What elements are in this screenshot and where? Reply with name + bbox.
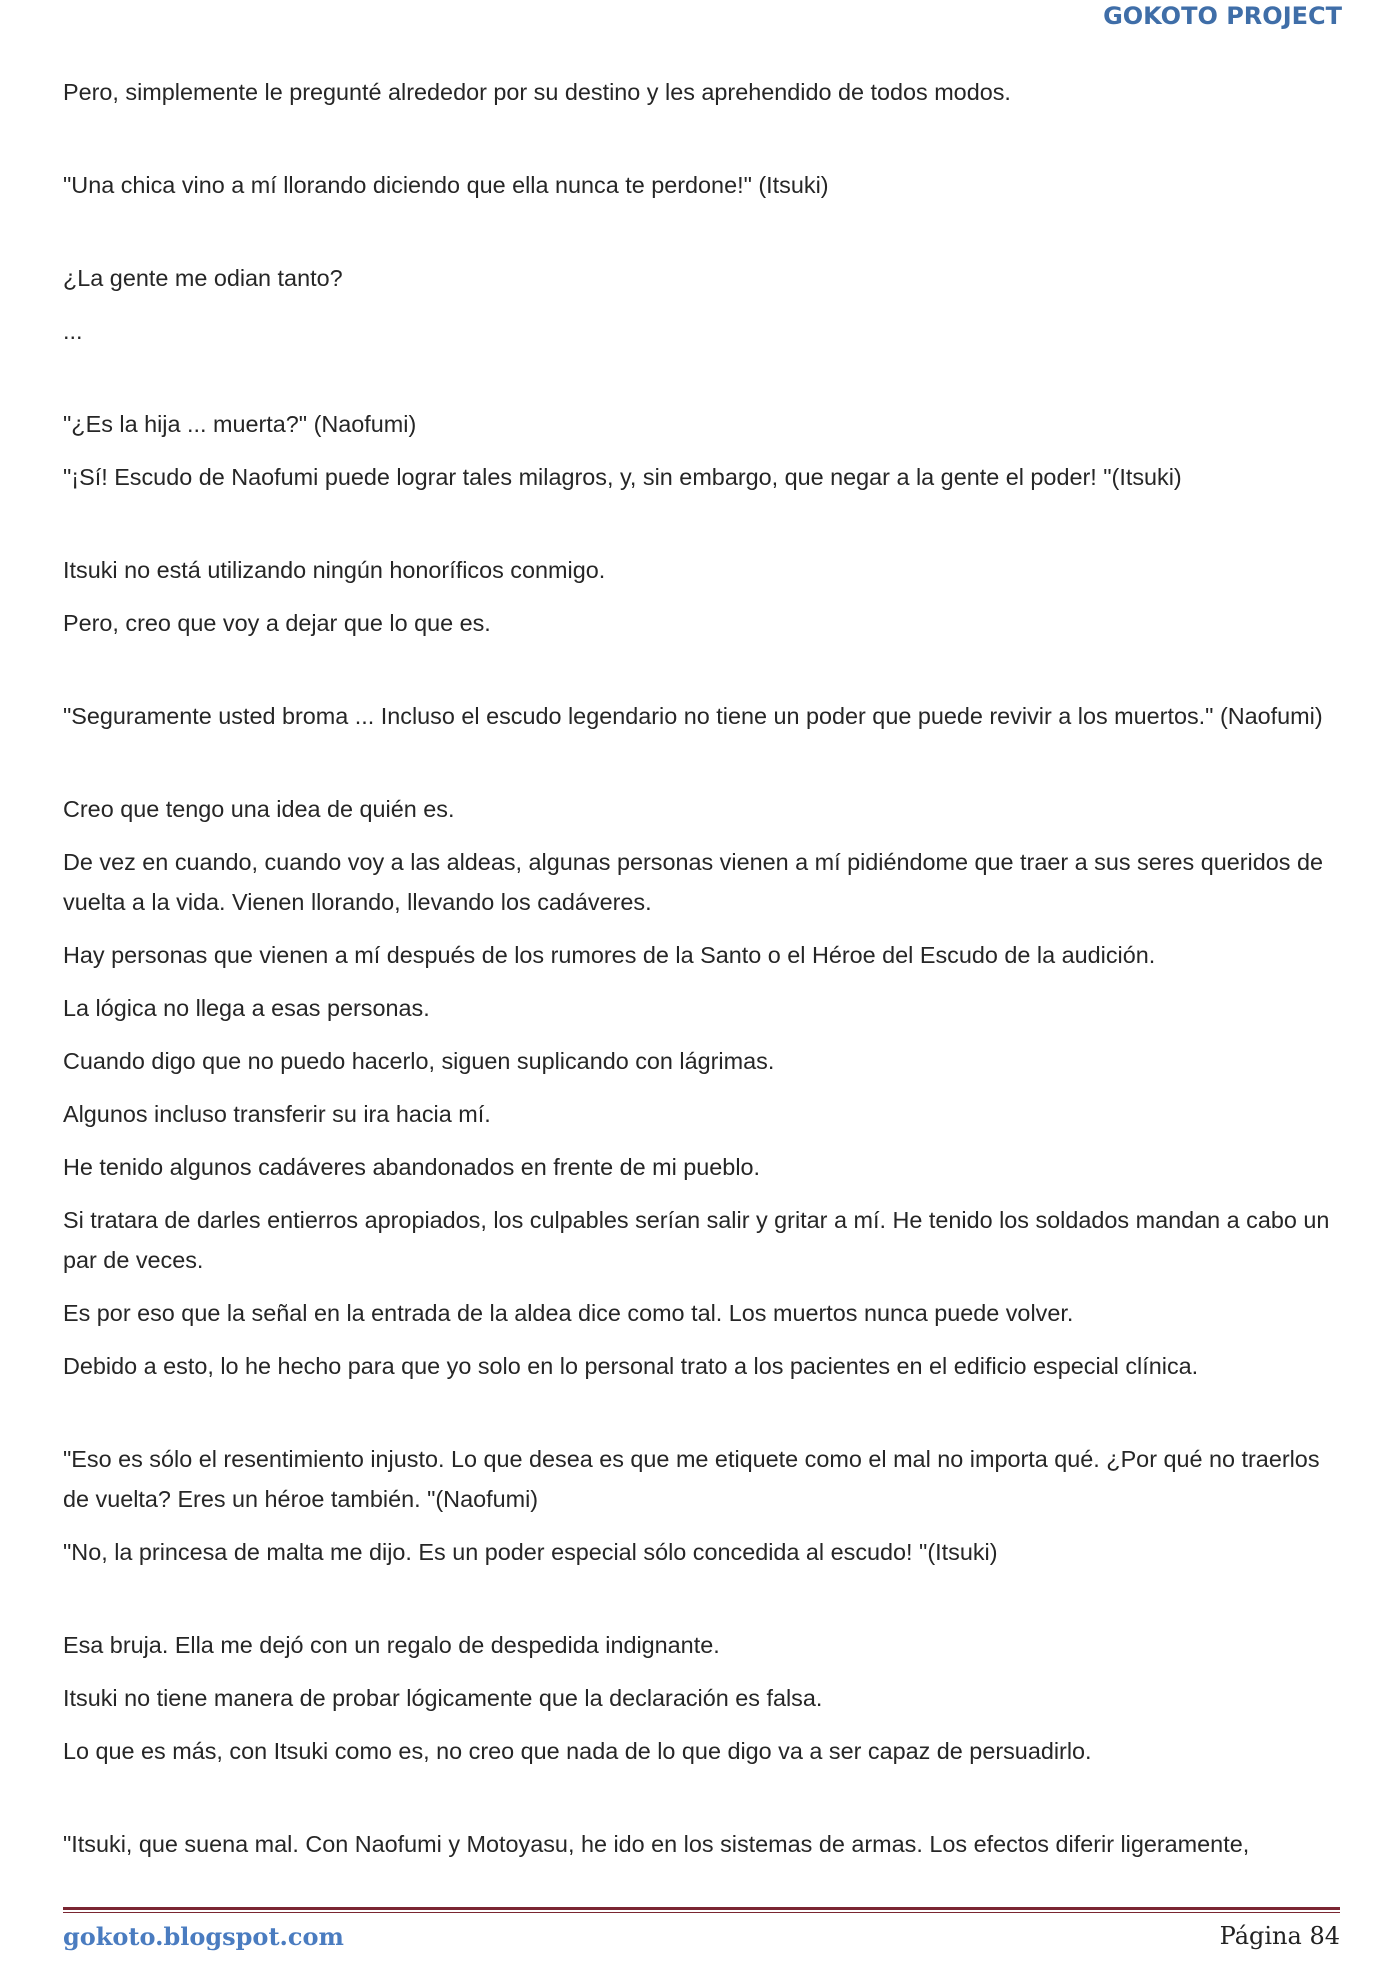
paragraph: Pero, creo que voy a dejar que lo que es. bbox=[63, 610, 491, 636]
page-number: Página 84 bbox=[1219, 1922, 1340, 1950]
document-body bbox=[63, 72, 1331, 1877]
footer-rule-thin bbox=[63, 1912, 1340, 1913]
paragraph: "Itsuki, que suena mal. Con Naofumi y Motoyasu, he ido en los sistemas de armas. Los efectos diferir ligeramente, bbox=[63, 1831, 1250, 1857]
paragraph: Itsuki no está utilizando ningún honoríficos conmigo. bbox=[63, 557, 606, 583]
paragraph: "Eso es sólo el resentimiento injusto. Lo que desea es que me etiquete como el mal no importa qué. ¿Por qué no traerlos de vuelta? Eres un héroe también. "(Naofumi) bbox=[63, 1446, 1320, 1512]
paragraph: "Seguramente usted broma ... Incluso el escudo legendario no tiene un poder que puede revivir a los muertos." (Naofumi) bbox=[63, 703, 1323, 729]
paragraph: Itsuki no tiene manera de probar lógicamente que la declaración es falsa. bbox=[63, 1685, 823, 1711]
paragraph: "¿Es la hija ... muerta?" (Naofumi) bbox=[63, 411, 417, 437]
paragraph: Si tratara de darles entierros apropiados, los culpables serían salir y gritar a mí. He tenido los soldados mandan a cabo un par de veces. bbox=[63, 1207, 1330, 1273]
paragraph: Esa bruja. Ella me dejó con un regalo de despedida indignante. bbox=[63, 1632, 720, 1658]
paragraph: ¿La gente me odian tanto? bbox=[63, 265, 343, 291]
paragraph: De vez en cuando, cuando voy a las aldeas, algunas personas vienen a mí pidiéndome que traer a sus seres queridos de vuelta a la vida. Vienen llorando, llevando los cadáveres. bbox=[63, 849, 1323, 915]
footer-site-link[interactable]: gokoto.blogspot.com bbox=[63, 1922, 344, 1951]
paragraph: "No, la princesa de malta me dijo. Es un poder especial sólo concedida al escudo! "(Itsuki) bbox=[63, 1539, 998, 1565]
paragraph: Lo que es más, con Itsuki como es, no creo que nada de lo que digo va a ser capaz de persuadirlo. bbox=[63, 1738, 1092, 1764]
paragraph: Hay personas que vienen a mí después de los rumores de la Santo o el Héroe del Escudo de la audición. bbox=[63, 942, 1156, 968]
project-header: GOKOTO PROJECT bbox=[1103, 2, 1342, 30]
paragraph: "Una chica vino a mí llorando diciendo que ella nunca te perdone!" (Itsuki) bbox=[63, 172, 829, 198]
paragraph: Cuando digo que no puedo hacerlo, siguen suplicando con lágrimas. bbox=[63, 1048, 775, 1074]
paragraph: Es por eso que la señal en la entrada de la aldea dice como tal. Los muertos nunca puede volver. bbox=[63, 1300, 1074, 1326]
paragraph: ... bbox=[63, 318, 83, 344]
paragraph: Pero, simplemente le pregunté alrededor por su destino y les aprehendido de todos modos. bbox=[63, 79, 1011, 105]
paragraph: He tenido algunos cadáveres abandonados en frente de mi pueblo. bbox=[63, 1154, 761, 1180]
paragraph: "¡Sí! Escudo de Naofumi puede lograr tales milagros, y, sin embargo, que negar a la gente el poder! "(Itsuki) bbox=[63, 464, 1182, 490]
paragraph: Algunos incluso transferir su ira hacia mí. bbox=[63, 1101, 491, 1127]
paragraph: Creo que tengo una idea de quién es. bbox=[63, 796, 455, 822]
paragraph: Debido a esto, lo he hecho para que yo solo en lo personal trato a los pacientes en el edificio especial clínica. bbox=[63, 1353, 1199, 1379]
footer-rule bbox=[63, 1907, 1340, 1910]
paragraph: La lógica no llega a esas personas. bbox=[63, 995, 430, 1021]
